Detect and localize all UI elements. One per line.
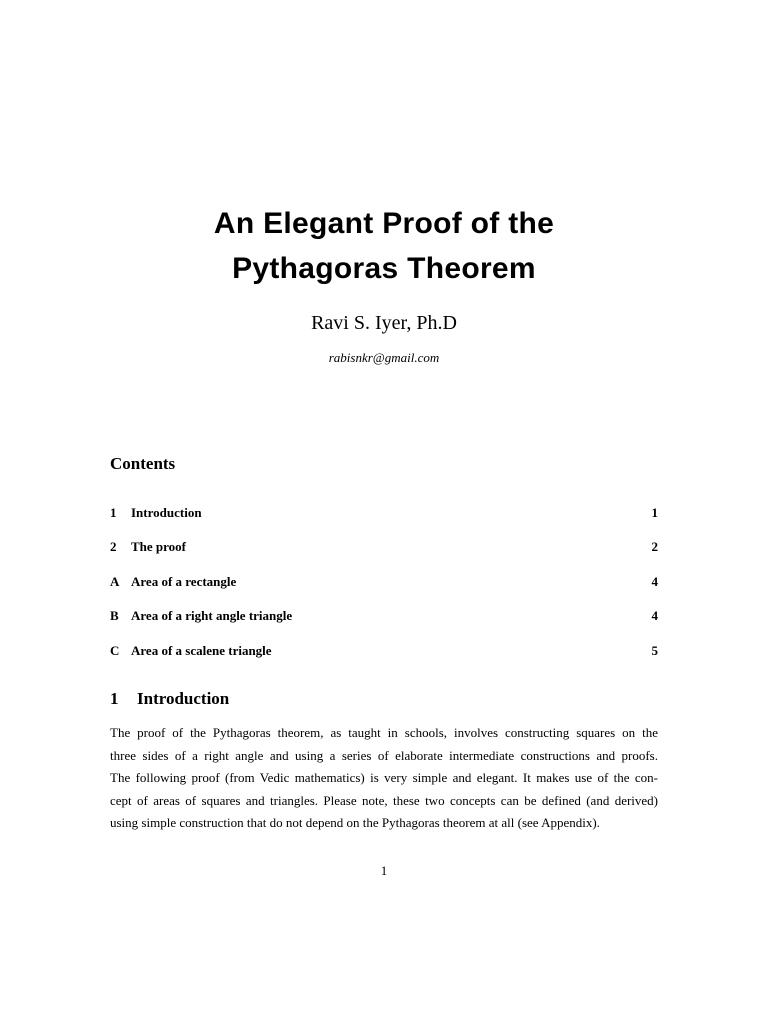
paragraph-line: The following proof (from Vedic mathematics) is very simple and elegant. It makes use of the con- [110, 770, 658, 786]
paragraph-line: cept of areas of squares and triangles. Please note, these two concepts can be defined (and derived) [110, 792, 658, 808]
paragraph-line: The proof of the Pythagoras theorem, as taught in schools, involves constructing squares on the [110, 725, 658, 740]
toc-entry-page: 2 [651, 539, 658, 554]
toc-entry-title: The proof [131, 539, 187, 554]
section-heading-introduction [110, 687, 229, 711]
toc-entry-area-scalene-triangle[interactable] [110, 641, 658, 661]
toc-entry-number: 1 [110, 505, 117, 520]
toc-entry-number: 2 [110, 539, 117, 554]
section-number: 1 [110, 689, 119, 708]
toc-entry-page: 1 [651, 505, 658, 520]
toc-entry-page: 5 [651, 643, 658, 658]
contents-heading: Contents [110, 454, 176, 473]
toc-entry-title: Area of a right angle triangle [131, 608, 293, 623]
document-title-line-1: An Elegant Proof of the [213, 207, 555, 240]
toc-entry-title: Introduction [131, 505, 202, 520]
toc-entry-introduction[interactable] [110, 503, 658, 523]
author-email: rabisnkr@gmail.com [328, 350, 440, 365]
toc-entry-number: C [110, 643, 120, 658]
author-name: Ravi S. Iyer, Ph.D [311, 312, 457, 334]
toc-entry-number: A [110, 574, 120, 589]
toc-entry-title: Area of a rectangle [131, 574, 237, 589]
paragraph-line: using simple construction that do not depend on the Pythagoras theorem at all (see Appendix). [110, 815, 600, 831]
paragraph-line: three sides of a right angle and using a series of elaborate intermediate constructions and proofs. [110, 747, 658, 763]
page-number: 1 [380, 863, 388, 878]
toc-entry-page: 4 [651, 574, 658, 589]
toc-entry-area-right-triangle[interactable] [110, 606, 658, 626]
section-title: Introduction [137, 689, 230, 708]
toc-entry-title: Area of a scalene triangle [131, 643, 272, 658]
introduction-paragraph [110, 722, 658, 835]
toc-entry-the-proof[interactable] [110, 537, 658, 557]
toc-entry-number: B [110, 608, 119, 623]
toc-entry-page: 4 [651, 608, 658, 623]
toc-entry-area-rectangle[interactable] [110, 572, 658, 592]
document-title-line-2: Pythagoras Theorem [232, 252, 536, 285]
